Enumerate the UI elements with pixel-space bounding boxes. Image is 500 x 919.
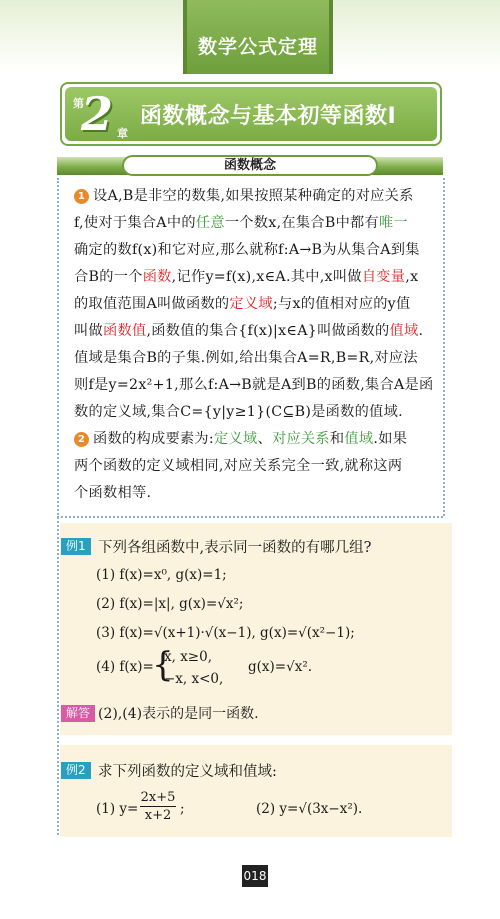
text-line: 个函数相等. xyxy=(74,485,152,501)
text-line: 2 函数的构成要素为:定义域、对应关系和值域.如果 xyxy=(74,426,436,453)
example-1-item-2: (2) f(x)=|x|, g(x)=√x²; xyxy=(96,596,244,612)
fraction-denominator: x+2 xyxy=(144,808,172,823)
text-line: f,使对于集合A中的任意一个数x,在集合B中都有唯一 xyxy=(74,215,409,231)
text-line: 数的定义域,集合C={y|y≥1}(C⊆B)是函数的值域. xyxy=(74,404,403,420)
line-text: 设A,B是非空的数集,如果按照某种确定的对应关系 xyxy=(93,188,414,204)
highlight-dingyiyu-2: 定义域 xyxy=(213,431,258,447)
highlight-duiying: 对应关系 xyxy=(271,431,330,447)
highlight-hanshuzhi: 函数值 xyxy=(102,323,147,339)
example-1-item-4-case-2: −x, x<0, xyxy=(164,671,224,687)
example-2-item-1-suffix: ; xyxy=(180,801,185,817)
book-banner xyxy=(183,0,333,74)
text-line: 确定的数f(x)和它对应,那么就称f:A→B为从集合A到集 xyxy=(74,242,420,258)
highlight-hanshu: 函数 xyxy=(142,269,172,285)
example-2-question: 求下列函数的定义域和值域: xyxy=(98,764,277,780)
number-marker-2: 2 xyxy=(74,432,89,447)
chapter-number: 2 xyxy=(81,87,114,141)
dotted-border-right xyxy=(443,178,445,516)
book-title: 数学公式定理 xyxy=(197,36,318,58)
highlight-weiyi: 唯一 xyxy=(379,215,409,231)
text-line: 叫做函数值,函数值的集合{f(x)|x∈A}叫做函数的值域. xyxy=(74,323,424,339)
dotted-divider xyxy=(57,516,443,518)
number-marker-1: 1 xyxy=(74,189,89,204)
text-line: 合B的一个函数,记作y=f(x),x∈A.其中,x叫做自变量,x xyxy=(74,269,419,285)
example-2-item-1-prefix: (1) y= xyxy=(96,801,139,817)
example-1-item-4-case-1: x, x≥0, xyxy=(164,649,213,665)
text-line xyxy=(74,183,436,210)
definition-text xyxy=(74,183,436,507)
text-line: 则f是y=2x²+1,那么f:A→B就是A到B的函数,集合A是函 xyxy=(74,377,434,393)
example-1-answer: (2),(4)表示的是同一函数. xyxy=(98,706,259,722)
highlight-zhiyu-2: 值域 xyxy=(344,431,374,447)
dotted-border-left xyxy=(57,178,59,835)
chapter-title: 函数概念与基本初等函数Ⅰ xyxy=(140,104,397,129)
highlight-zibianliang: 自变量 xyxy=(361,269,406,285)
brace: { xyxy=(152,645,174,685)
highlight-renyi: 任意 xyxy=(195,215,225,231)
example-2-item-2: (2) y=√(3x−x²). xyxy=(256,801,363,817)
chapter-header xyxy=(60,82,442,146)
text-line: 的取值范围A叫做函数的定义域;与x的值相对应的y值 xyxy=(74,296,411,312)
answer-tag: 解答 xyxy=(61,705,95,722)
example-2-tag: 例2 xyxy=(61,762,91,779)
page-number: 018 xyxy=(242,865,268,887)
example-1-item-1: (1) f(x)=x⁰, g(x)=1; xyxy=(96,567,227,583)
example-1-tag: 例1 xyxy=(61,538,91,555)
example-1-item-4-rhs: g(x)=√x². xyxy=(248,659,313,675)
fraction-numerator: 2x+5 xyxy=(140,790,176,805)
section-title: 函数概念 xyxy=(122,155,378,176)
example-1-item-3: (3) f(x)=√(x+1)·√(x−1), g(x)=√(x²−1); xyxy=(96,625,355,641)
text-line: 两个函数的定义域相同,对应关系完全一致,就称这两 xyxy=(74,458,403,474)
text-line: 值域是集合B的子集.例如,给出集合A=R,B=R,对应法 xyxy=(74,350,418,366)
highlight-zhiyu: 值域 xyxy=(389,323,419,339)
example-2 xyxy=(60,745,452,837)
chapter-header-inner xyxy=(65,87,437,141)
chapter-label-zhang: 章 xyxy=(117,127,128,140)
example-1 xyxy=(60,523,452,735)
highlight-dingyiyu: 定义域 xyxy=(229,296,273,312)
example-1-item-4-lhs: (4) f(x)= xyxy=(96,659,154,675)
example-1-question: 下列各组函数中,表示同一函数的有哪几组? xyxy=(98,540,372,556)
fraction xyxy=(140,789,176,824)
chapter-label-di: 第 xyxy=(73,97,84,110)
